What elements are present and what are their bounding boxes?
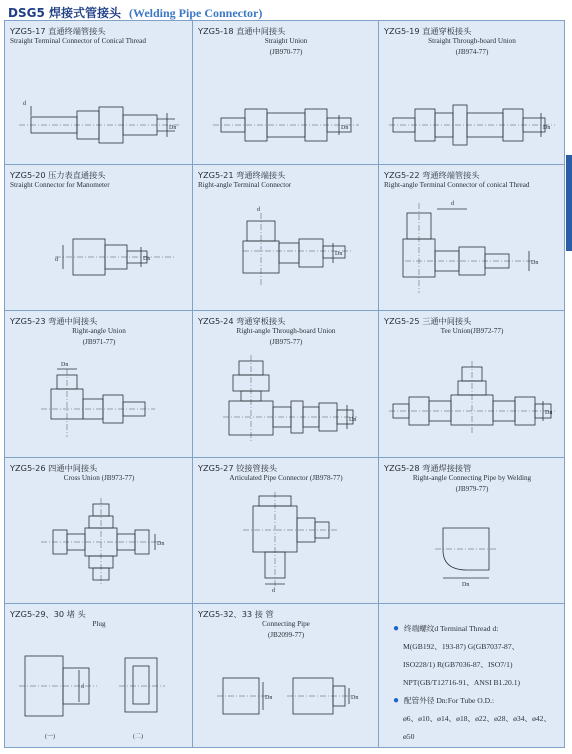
cell-code: YZG5-22 弯通终端管接头 <box>384 170 480 180</box>
dim-d-label: d <box>451 201 454 207</box>
cell-std: (JB975-77) <box>269 338 303 346</box>
side-tab-marker <box>566 155 572 251</box>
drawing-right-angle-terminal <box>193 165 379 311</box>
thread-title: 终端螺纹d Terminal Thread d: <box>404 624 499 633</box>
drawing-right-angle-union <box>5 311 193 458</box>
drawing-right-angle-welding-pipe <box>379 458 565 604</box>
cell-std: (JB2099-77) <box>267 631 305 639</box>
cell-desc: Right-angle Through-board Union <box>236 327 336 335</box>
dim-dn-label: Dn <box>462 582 470 588</box>
cell-desc: Cross Union (JB973-77) <box>63 474 135 482</box>
thread-line: NPT(GB/T12716-91、ANSI B1.20.1) <box>403 678 521 687</box>
dim-d-label: d <box>55 257 58 263</box>
thread-line: M(GB192、193-87) G(GB7037-87、 <box>403 642 520 651</box>
cell-desc: Articulated Pipe Connector (JB978-77) <box>229 474 343 482</box>
cell-code: YZG5-23 弯通中间接头 <box>10 316 98 326</box>
dim-dn-label: Dn <box>349 417 357 423</box>
cell-code: YZG5-18 直通中间接头 <box>198 26 286 36</box>
drawing-plug <box>5 604 193 748</box>
cell-desc: Straight Through-board Union <box>428 37 516 45</box>
cell-code: YZG5-29、30 堵 头 <box>10 609 86 619</box>
cell-desc: Plug <box>92 620 106 628</box>
dim-dn-label: Dn <box>169 125 177 131</box>
bullet-icon: ● <box>393 695 400 706</box>
drawing-articulated-connector <box>193 458 379 604</box>
section-subtitle: (Welding Pipe Connector) <box>128 6 263 20</box>
dim-dn-label: Dn <box>335 251 343 257</box>
drawing-straight-terminal <box>5 21 193 165</box>
section-title: DSG5 焊接式管接头 <box>8 6 121 20</box>
cell-desc: Right-angle Union <box>72 327 126 335</box>
thread-line: ISO228/1) R(GB7036-87、ISO7/1) <box>403 660 513 669</box>
dim-d-label: d <box>81 684 84 690</box>
notes-block <box>393 620 560 746</box>
drawing-straight-union <box>193 21 379 165</box>
cell-yzg5-24 <box>193 311 379 458</box>
drawing-cross-union <box>5 458 193 604</box>
dim-dn-label: Dn <box>61 362 69 368</box>
connector-grid <box>4 20 565 748</box>
tube-line: ø50 <box>403 732 415 741</box>
dim-d-label: d <box>257 207 260 213</box>
cell-desc: Tee Union(JB972-77) <box>440 327 504 335</box>
cell-std: (JB970-77) <box>269 48 303 56</box>
thread-note <box>393 620 560 638</box>
cell-yzg5-20 <box>5 165 193 311</box>
dim-dn-label: Dn <box>531 260 539 266</box>
cell-yzg5-26 <box>5 458 193 604</box>
cell-std: (JB974-77) <box>455 48 489 56</box>
drawing-connecting-pipe <box>193 604 379 748</box>
cell-code: YZG5-20 压力表直通接头 <box>10 170 106 180</box>
dim-dn-label-2: Dn <box>351 695 359 701</box>
cell-yzg5-23 <box>5 311 193 458</box>
cell-yzg5-22 <box>379 165 565 311</box>
dim-dn-label: Dn <box>341 125 349 131</box>
bullet-icon: ● <box>393 623 400 634</box>
drawing-right-angle-through-board <box>193 311 379 458</box>
cell-notes <box>379 604 565 748</box>
page-header <box>8 4 262 20</box>
cell-code: YZG5-17 直通终端管接头 <box>10 26 106 36</box>
cell-code: YZG5-24 弯通穿板接头 <box>198 316 286 326</box>
tube-title: 配管外径 Dn:For Tube O.D.: <box>404 696 495 705</box>
cell-desc: Right-angle Terminal Connector of conical Thread <box>384 181 530 189</box>
cell-yzg5-21 <box>193 165 379 311</box>
cell-yzg5-25 <box>379 311 565 458</box>
cell-desc: Right-angle Terminal Connector <box>198 181 292 189</box>
dim-d-label: d <box>272 588 275 594</box>
dim-dn-label-1: Dn <box>265 695 273 701</box>
tube-line: ø6、ø10、ø14、ø18、ø22、ø28、ø34、ø42、 <box>403 714 552 723</box>
cell-code: YZG5-21 弯通终端接头 <box>198 170 286 180</box>
cell-code: YZG5-32、33 接 管 <box>198 609 274 619</box>
dim-d-label: d <box>23 101 26 107</box>
cell-code: YZG5-25 三通中间接头 <box>384 316 472 326</box>
dim-dn-label: Dn <box>543 125 551 131</box>
cell-desc: Straight Connector for Manometer <box>10 181 110 189</box>
cell-desc: Connecting Pipe <box>262 620 310 628</box>
cell-code: YZG5-19 直通穿板接头 <box>384 26 472 36</box>
cell-yzg5-17 <box>5 21 193 165</box>
cell-yzg5-29-30 <box>5 604 193 748</box>
drawing-right-angle-conical <box>379 165 565 311</box>
cell-std: (JB971-77) <box>82 338 116 346</box>
cell-desc: Straight Terminal Connector of Conical Thread <box>10 37 146 45</box>
cell-yzg5-18 <box>193 21 379 165</box>
drawing-through-board-union <box>379 21 565 165</box>
drawing-tee-union <box>379 311 565 458</box>
cell-desc: Right-angle Connecting Pipe by Welding <box>412 474 532 482</box>
cell-desc: Straight Union <box>264 37 308 45</box>
dim-dn-label: Dn <box>545 410 553 416</box>
cell-code: YZG5-28 弯通焊接接管 <box>384 463 472 473</box>
tube-note <box>393 692 560 710</box>
cell-code: YZG5-27 铰接管接头 <box>198 463 278 473</box>
dim-dn-label: Dn <box>157 541 165 547</box>
dim-dn-label: Dn <box>143 256 151 262</box>
cell-yzg5-27 <box>193 458 379 604</box>
cell-yzg5-19 <box>379 21 565 165</box>
plug-variant-1-label: (一) <box>45 734 55 740</box>
cell-code: YZG5-26 四通中间接头 <box>10 463 98 473</box>
plug-variant-2-label: (二) <box>133 734 143 740</box>
cell-yzg5-32-33 <box>193 604 379 748</box>
cell-std: (JB979-77) <box>455 485 489 493</box>
cell-yzg5-28 <box>379 458 565 604</box>
drawing-manometer-connector <box>5 165 193 311</box>
